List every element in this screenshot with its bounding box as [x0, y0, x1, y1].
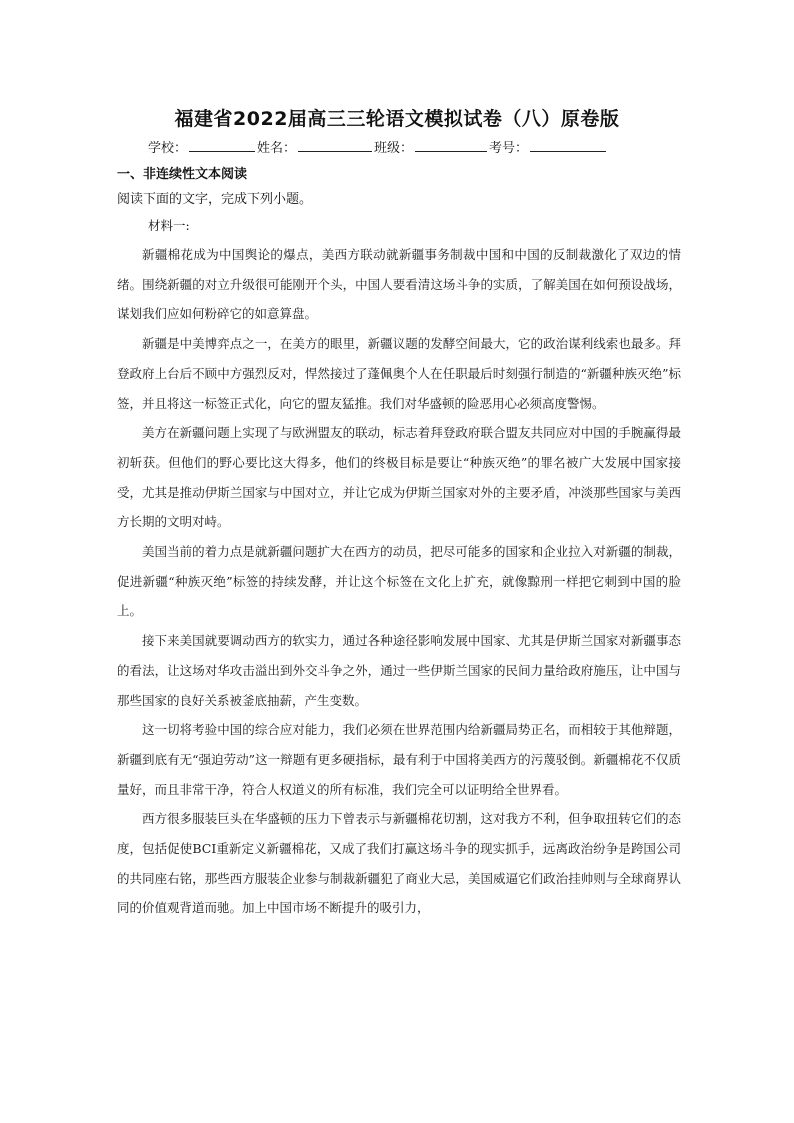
class-label: 班级： [374, 141, 414, 156]
student-info-line [148, 137, 608, 156]
section-heading: 一、非连续性文本阅读 [117, 167, 248, 182]
passage-paragraph: 新疆棉花成为中国舆论的爆点，美西方联动就新疆事务制裁中国和中国的反制裁激化了双边的情绪。围绕新疆的对立升级很可能刚开个头，中国人要看清这场斗争的实质，了解美国在如何预设战场，谋划我们应如何粉碎它的如意算盘。 [117, 247, 681, 322]
passage-paragraph: 西方很多服装巨头在华盛顿的压力下曾表示与新疆棉花切割，这对我方不利，但争取扭转它们的态度，包括促使BCI重新定义新疆棉花，又成了我们打赢这场斗争的现实抓手，远离政治纷争是跨国公司的共同座右铭，那些西方服装企业参与制裁新疆犯了商业大忌，美国威逼它们政治挂帅则与全球商界认同的价值观背道而驰。加上中国市场不断提升的吸引力， [117, 811, 681, 916]
passage-paragraph: 美方在新疆问题上实现了与欧洲盟友的联动，标志着拜登政府联合盟友共同应对中国的手腕赢得最初斩获。但他们的野心要比这大得多，他们的终极目标是要让“种族灭绝”的罪名被广大发展中国家接受，尤其是推动伊斯兰国家与中国对立，并让它成为伊斯兰国家对外的主要矛盾，冲淡那些国家与美西方长期的文明对峙。 [117, 425, 681, 530]
page-title: 福建省2022届高三三轮语文模拟试卷（八）原卷版 [174, 108, 620, 130]
passage-paragraph: 这一切将考验中国的综合应对能力，我们必须在世界范围内给新疆局势正名，而相较于其他辩题，新疆到底有无“强迫劳动”这一辩题有更多硬指标，最有利于中国将美西方的污蔑驳倒。新疆棉花不仅质量好，而且非常干净，符合人权道义的所有标准，我们完全可以证明给全世界看。 [117, 722, 681, 797]
exam-number-blank[interactable] [530, 139, 606, 152]
passage-paragraph: 接下来美国就要调动西方的软实力，通过各种途径影响发展中国家、尤其是伊斯兰国家对新疆事态的看法，让这场对华攻击溢出到外交斗争之外，通过一些伊斯兰国家的民间力量给政府施压，让中国与那些国家的良好关系被釜底抽薪，产生变数。 [117, 633, 681, 708]
class-blank[interactable] [415, 139, 487, 152]
material-label: 材料一: [148, 218, 190, 233]
school-label: 学校： [148, 141, 188, 156]
name-label: 姓名： [257, 141, 297, 156]
passage-paragraph: 新疆是中美博弈点之一，在美方的眼里，新疆议题的发酵空间最大，它的政治谋利线索也最多。拜登政府上台后不顾中方强烈反对，悍然接过了蓬佩奥个人在任职最后时刻强行制造的“新疆种族灭绝”标签，并且将这一标签正式化，向它的盟友猛推。我们对华盛顿的险恶用心必须高度警惕。 [117, 336, 681, 411]
exam-number-label: 考号： [489, 141, 529, 156]
reading-passage [117, 240, 681, 923]
name-blank[interactable] [298, 139, 372, 152]
school-blank[interactable] [189, 139, 255, 152]
instruction-text: 阅读下面的文字，完成下列小题。 [117, 192, 313, 207]
passage-paragraph: 美国当前的着力点是就新疆问题扩大在西方的动员，把尽可能多的国家和企业拉入对新疆的制裁，促进新疆“种族灭绝”标签的持续发酵，并让这个标签在文化上扩充，就像黥刑一样把它刺到中国的脸上。 [117, 544, 681, 619]
